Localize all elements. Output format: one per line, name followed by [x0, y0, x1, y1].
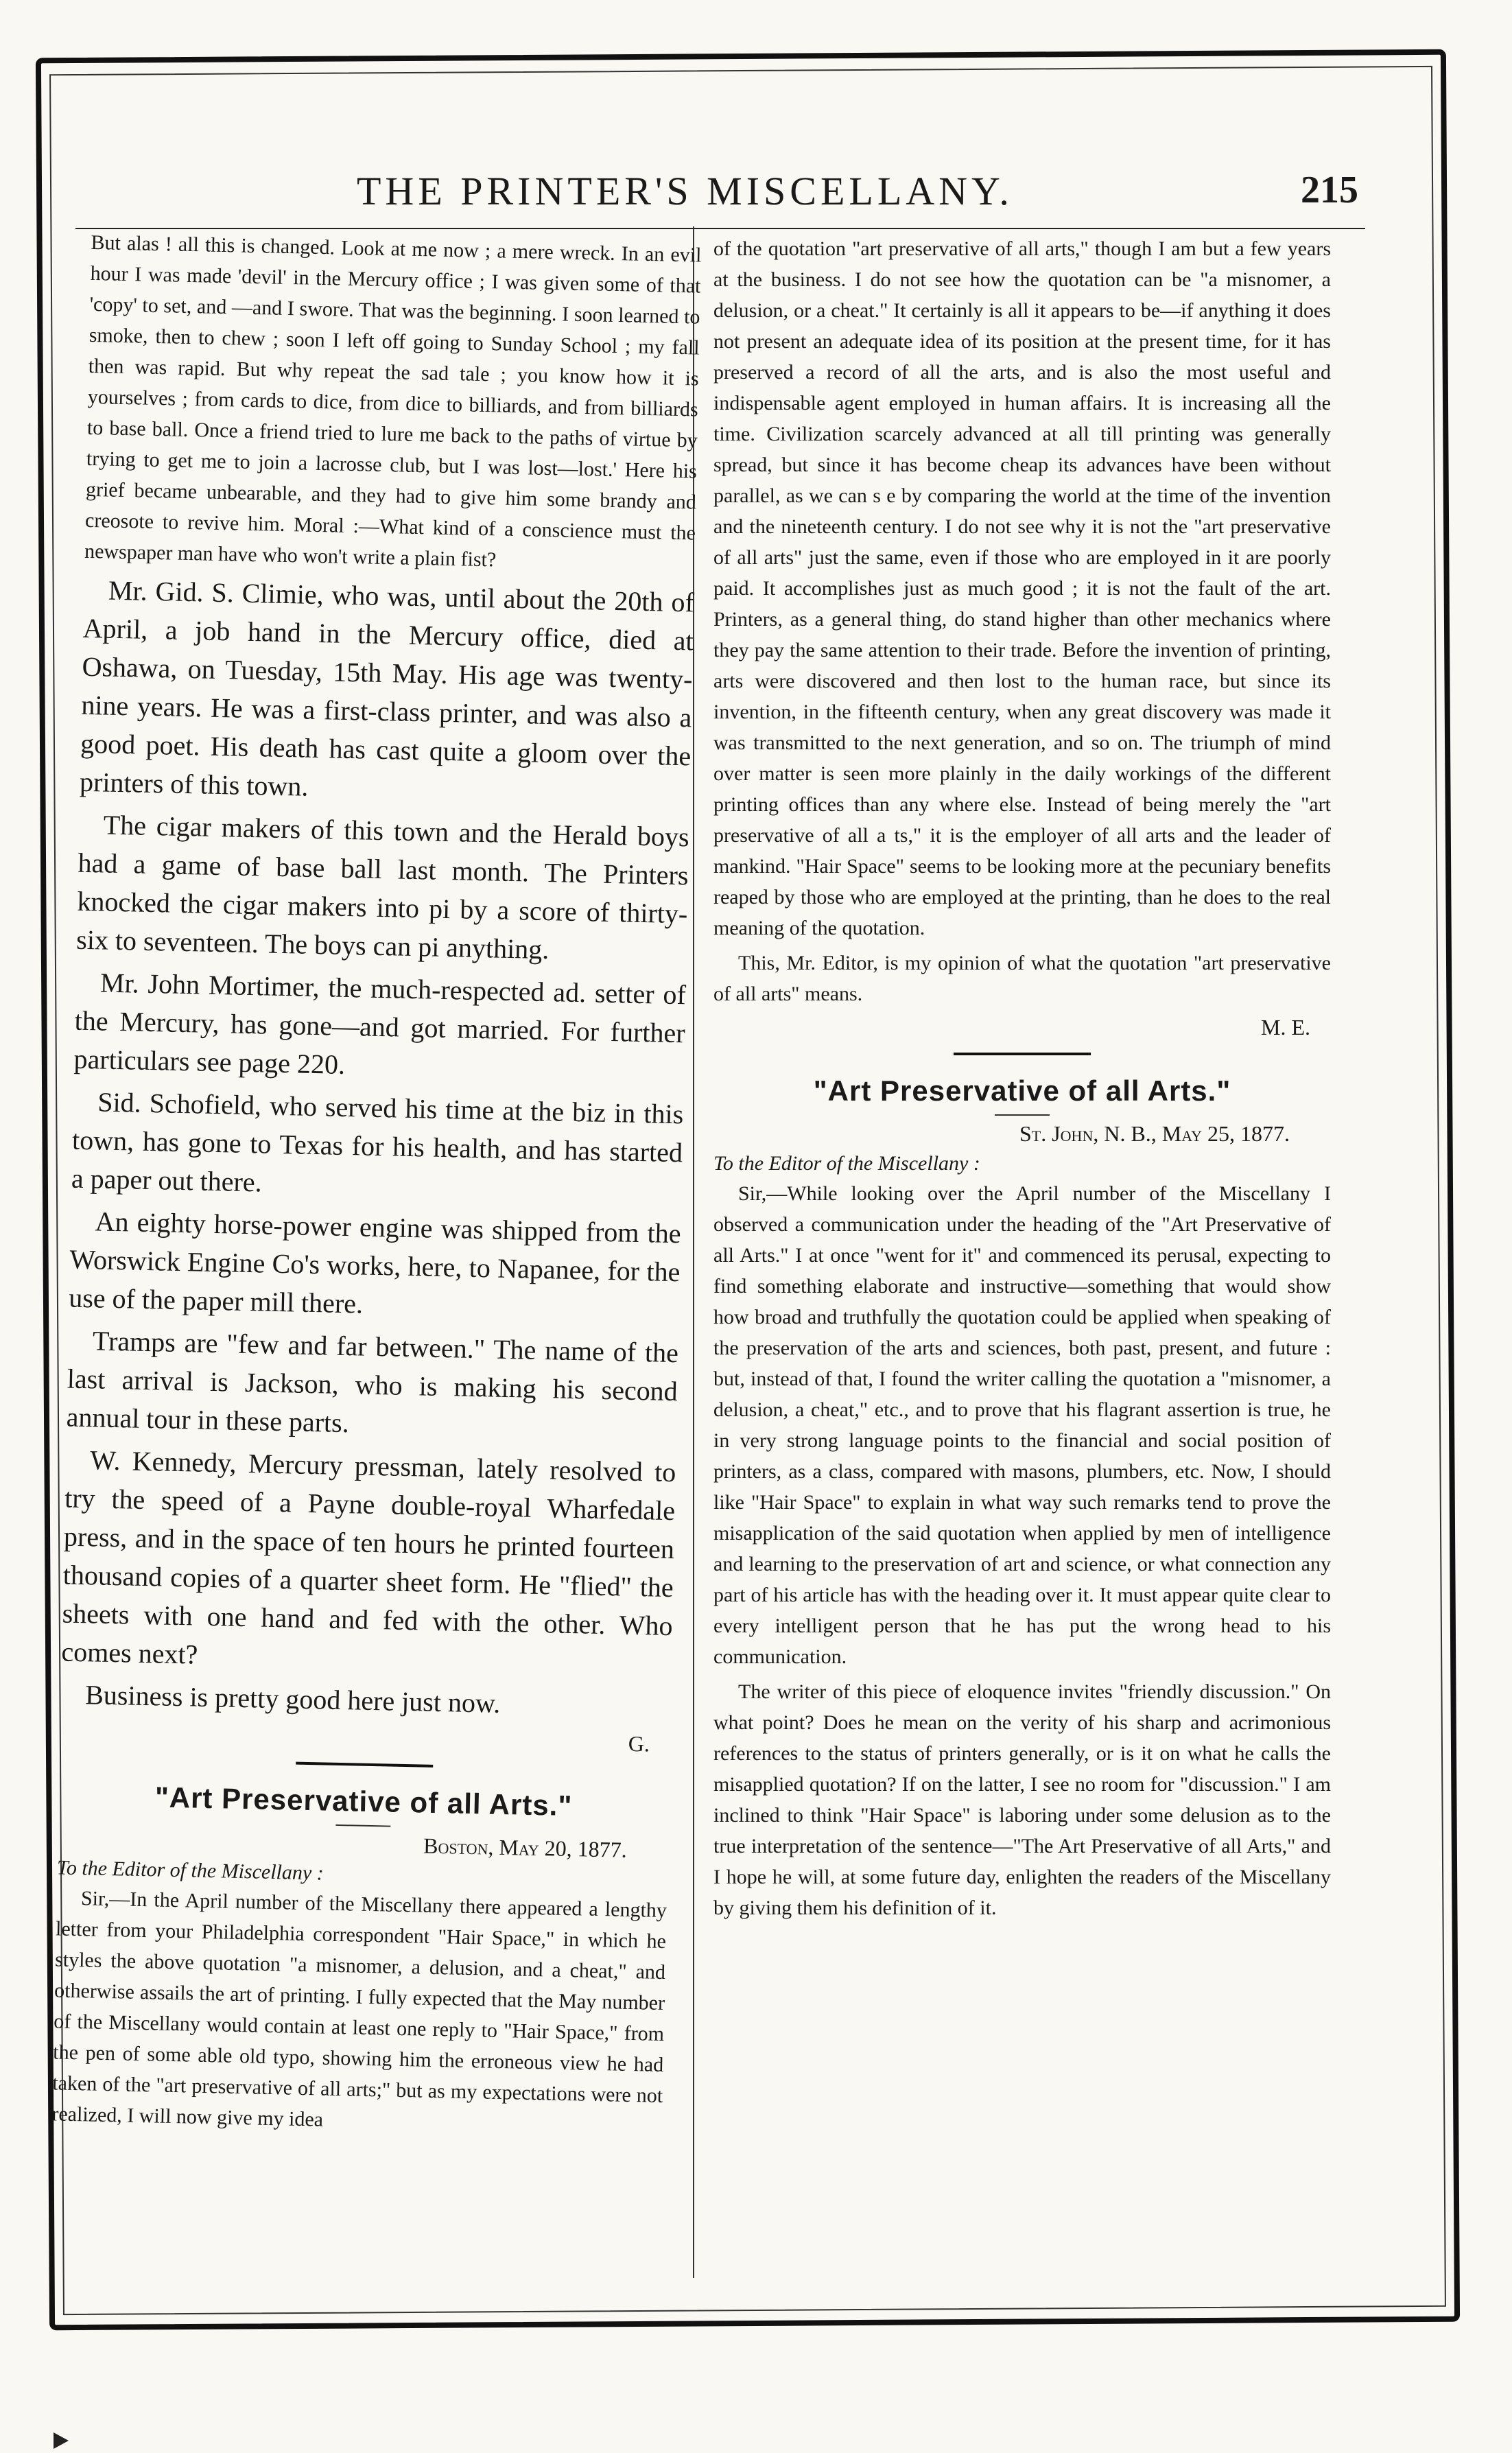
article-paragraph: W. Kennedy, Mercury pressman, lately resolved to try the speed of a Payne double-royal Wharfedale press, and in the space of ten hours he printed fourteen thousand copies of a quarter sheet form. He "flied" the sheets with one hand and fed with the other. Who comes next?: [61, 1444, 676, 1670]
article-paragraph: Mr. John Mortimer, the much-respected ad. setter of the Mercury, has gone—and got married. For further particulars see page 220.: [73, 967, 687, 1080]
article-paragraph: This, Mr. Editor, is my opinion of what the quotation "art preservative of all arts" means.: [713, 952, 1331, 1005]
letter-dateline: Boston, May 20, 1877.: [423, 1833, 628, 1862]
section-divider: [954, 1053, 1091, 1055]
page-number: 215: [1301, 169, 1358, 211]
section-divider: [296, 1762, 433, 1768]
section-heading: "Art Preservative of all Arts.": [154, 1781, 573, 1822]
letter-dateline: St. John, N. B., May 25, 1877.: [1019, 1121, 1290, 1146]
article-paragraph: Business is pretty good here just now.: [84, 1679, 501, 1719]
section-heading: "Art Preservative of all Arts.": [813, 1075, 1231, 1107]
article-paragraph: Tramps are "few and far between." The name of the last arrival is Jackson, who is making his second annual tour in these parts.: [66, 1325, 679, 1439]
letter-salutation: To the Editor of the Miscellany :: [713, 1152, 980, 1175]
running-header: [69, 168, 1358, 223]
heading-underline: [335, 1824, 390, 1827]
article-paragraph: An eighty horse-power engine was shipped from the Worswick Engine Co's works, here, to Napanee, for the use of the paper mill there.: [68, 1206, 682, 1319]
publication-title: THE PRINTER'S MISCELLANY.: [357, 169, 1013, 213]
article-paragraph: of the quotation "art preservative of all arts," though I am but a few years at the business. I do not see how the quotation can be "a misnomer, a delusion, or a cheat." It certainly is all it appears to be—if anything it does not present an adequate idea of its position at the present time, for it has preserved a record of all the arts, and is also the most useful and indispensable agent employed in human affairs. It is increasing all the time. Civilization scarcely advanced at all till printing was generally spread, but since it has become cheap its advances have been without parallel, as we can s e by comparing the world at the time of the invention and the nineteenth century. I do not see why it is not the "art preservative of all arts" just the same, even if those who are employed in it are poorly paid. It accomplishes just as much good ; it is not the fault of the art. Printers, as a general thing, do stand higher than other mechanics where they pay the same attention to their trade. Before the invention of printing, arts were discovered and then lost to the human race, but since its invention, in the fifteenth century, when any great discovery was made it was transmitted to the next generation, and so on. The triumph of mind over matter is seen more plainly in the daily workings of the different printing offices than any where else. Instead of being merely the "art preservative of all a ts," it is the employer of all arts and the leader of mankind. "Hair Space" seems to be looking more at the pecuniary benefits reaped by those who are employed at the printing, than he does to the real meaning of the quotation.: [713, 237, 1331, 939]
article-paragraph: But alas ! all this is changed. Look at me now ; a mere wreck. In an evil hour I was made 'devil' in the Mercury office ; I was given some of that 'copy' to set, and —and I swore. That was the beginning. I soon learned to smoke, then to chew ; soon I left off going to Sunday School ; my fall then was rapid. But why repeat the sad tale ; you know how it is yourselves ; from cards to dice, from dice to billiards, and from billiards to base ball. Once a friend tried to lure me back to the paths of virtue by trying to get me to join a lacrosse club, but I was lost—lost.' Here his grief became unbearable, and they had to give him some brandy and creosote to revive him. Moral :—What kind of a conscience must the newspaper man have who won't write a plain fist?: [84, 231, 702, 572]
letter-paragraph: Sir,—In the April number of the Miscellany there appeared a lengthy letter from your Philadelphia correspondent "Hair Space," in which he styles the above quotation "a misnomer, a delusion, and a cheat," and otherwise assails the art of printing. I fully expected that the May number of the Miscellany would contain at least one reply to "Hair Space," from the pen of some able old typo, showing him the erroneous view he had taken of the "art preservative of all arts;" but as my expectations were not realized, I will now give my idea: [51, 1887, 668, 2131]
article-signature: M. E.: [1261, 1015, 1310, 1040]
letter-paragraph: Sir,—While looking over the April number of the Miscellany I observed a communication under the heading of the "Art Preservative of all Arts." I at once "went for it" and commenced its perusal, expecting to find something elaborate and instructive—something that would show how broad and truthfully the quotation could be applied when speaking of the preservation of the arts and sciences, both past, present, and future : but, instead of that, I found the writer calling the quotation a "misnomer, a delusion, a cheat," etc., and to prove that his flagrant assertion is true, he in very strong language points to the financial and social position of printers, as a class, compared with masons, plumbers, etc. Now, I should like "Hair Space" to explain in what way such remarks tend to prove the misapplication of the said quotation when applied by men of intelligence and learning to the preservation of art and science, or what connection any part of his article has with the heading over it. It must appear quite clear to every intelligent person that he has put the wrong head to his communication.: [713, 1182, 1331, 1668]
margin-arrow-icon: [54, 2432, 69, 2449]
right-column: [713, 233, 1331, 2292]
left-column: [49, 227, 702, 2284]
header-rule: [75, 228, 1365, 229]
article-signature: G.: [628, 1730, 650, 1757]
article-paragraph: The cigar makers of this town and the Herald boys had a game of base ball last month. The Printers knocked the cigar makers into pi by a score of thirty-six to seventeen. The boys can pi anything.: [75, 809, 690, 965]
article-paragraph: Sid. Schofield, who served his time at the biz in this town, has gone to Texas for his health, and has started a paper out there.: [71, 1086, 684, 1198]
article-paragraph: Mr. Gid. S. Climie, who was, until about the 20th of April, a job hand in the Mercury office, died at Oshawa, on Tuesday, 15th May. His age was twenty-nine years. He was a first-class printer, and was also a good poet. His death has cast quite a gloom over the printers of this town.: [79, 574, 695, 802]
letter-salutation: To the Editor of the Miscellany :: [56, 1856, 324, 1885]
heading-underline: [995, 1114, 1050, 1116]
letter-paragraph: The writer of this piece of eloquence invites "friendly discussion." On what point? Does he mean on the verity of his sharp and acrimonious references to the status of printers generally, or is it on what he calls the misapplied quotation? If on the latter, I see no room for "discussion." I am inclined to think "Hair Space" is laboring under some delusion as to the true interpretation of the sentence—"The Art Preservative of all Arts," and I hope he will, at some future day, enlighten the readers of the Miscellany by giving them his definition of it.: [713, 1680, 1331, 1919]
